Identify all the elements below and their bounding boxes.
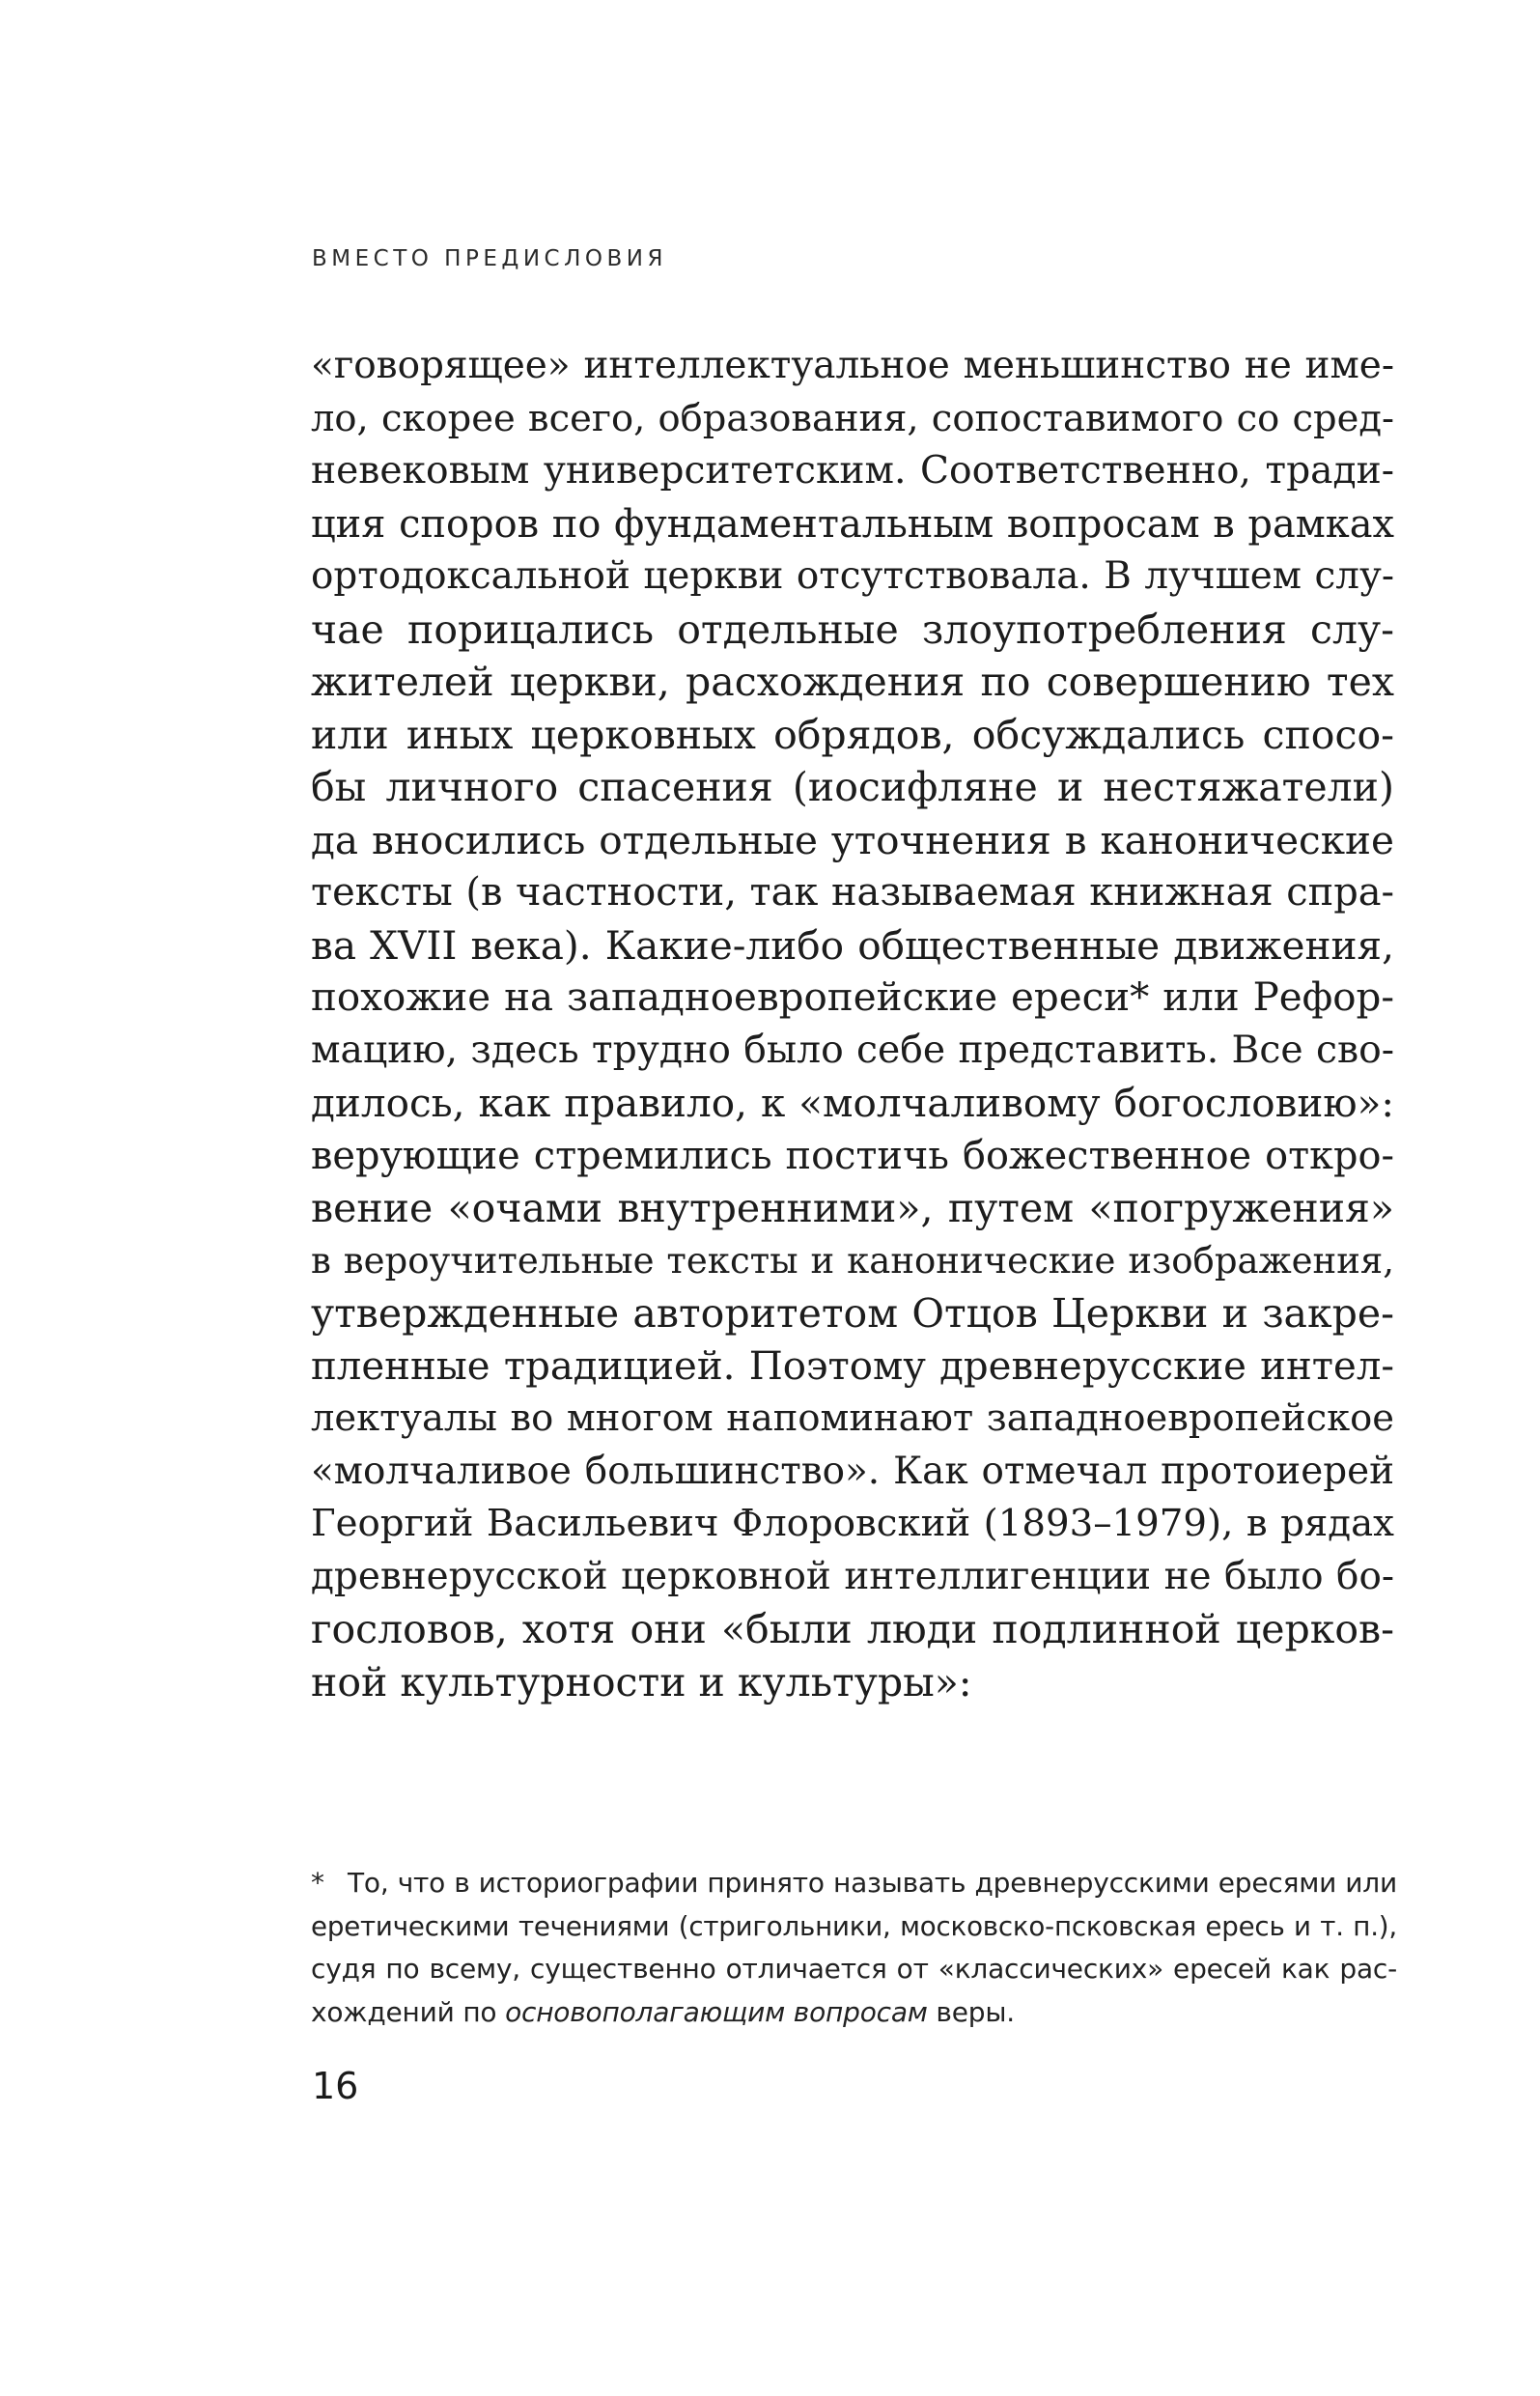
running-head: ВМЕСТО ПРЕДИСЛОВИЯ xyxy=(312,246,667,271)
body-line: или иных церковных обрядов, обсуждались спосо- xyxy=(311,711,1394,758)
body-line: бы личного спасения (иосифляне и нестяжатели) xyxy=(311,764,1394,810)
body-line: тексты (в частности, так называемая книжная спра- xyxy=(311,870,1394,915)
footnote-text: То, что в историографии принято называть древнерусскими ересями или xyxy=(348,1867,1397,1899)
body-line: ва XVII века). Какие-либо общественные движения, xyxy=(311,921,1394,969)
footnote-line xyxy=(311,1862,1397,1905)
body-line: дилось, как правило, к «молчаливому богословию»: xyxy=(311,1080,1394,1126)
page-number: 16 xyxy=(312,2065,359,2107)
footnote xyxy=(311,1862,1397,2034)
footnote-text: веры. xyxy=(927,1995,1015,2028)
body-line: похожие на западноевропейские ереси* или Рефор- xyxy=(311,974,1394,1020)
footnote-emphasis: основополагающим вопросам xyxy=(505,1995,928,2028)
footnote-marker: * xyxy=(311,1867,324,1899)
body-line: верующие стремились постичь божественное откро- xyxy=(311,1133,1394,1178)
body-line: ной культурности и культуры»: xyxy=(311,1658,972,1705)
body-text xyxy=(311,340,1394,1708)
footnote-line: еретическими течениями (стригольники, московско-псковская ересь и т. п.), xyxy=(311,1909,1397,1942)
footnote-line: судя по всему, существенно отличается от «классических» ересей как рас- xyxy=(311,1953,1397,1985)
body-line: утвержденные авторитетом Отцов Церкви и закре- xyxy=(311,1290,1394,1337)
body-line: «молчаливое большинство». Как отмечал протоиерей xyxy=(311,1449,1394,1493)
body-line: древнерусской церковной интеллигенции не было бо- xyxy=(311,1554,1394,1598)
body-line: жителей церкви, расхождения по совершению тех xyxy=(311,659,1394,705)
body-line: мацию, здесь трудно было себе представить. Все сво- xyxy=(311,1028,1394,1072)
body-line: гословов, хотя они «были люди подлинной церков- xyxy=(311,1606,1394,1652)
body-line: вение «очами внутренними», путем «погружения» xyxy=(311,1185,1394,1231)
body-line: невековым университетским. Соответственно, тради- xyxy=(311,449,1394,493)
body-line: чае порицались отдельные злоупотребления слу- xyxy=(311,606,1394,653)
footnote-text: хождений по xyxy=(311,1995,506,2028)
body-line: ло, скорее всего, образования, сопоставимого со сред- xyxy=(311,396,1394,440)
body-line: лектуалы во многом напоминают западноевропейское xyxy=(311,1396,1394,1440)
body-line: Георгий Васильевич Флоровский (1893–1979), в рядах xyxy=(311,1502,1394,1545)
body-line: пленные традицией. Поэтому древнерусские интел- xyxy=(311,1343,1394,1389)
body-line: да вносились отдельные уточнения в канонические xyxy=(311,816,1394,863)
body-line: в вероучительные тексты и канонические изображения, xyxy=(311,1239,1394,1282)
body-line: «говорящее» интеллектуальное меньшинство не име- xyxy=(311,344,1394,387)
footnote-line xyxy=(311,1991,1397,2035)
body-line: ция споров по фундаментальным вопросам в рамках xyxy=(311,501,1394,547)
body-line: ортодоксальной церкви отсутствовала. В лучшем слу- xyxy=(311,554,1394,598)
